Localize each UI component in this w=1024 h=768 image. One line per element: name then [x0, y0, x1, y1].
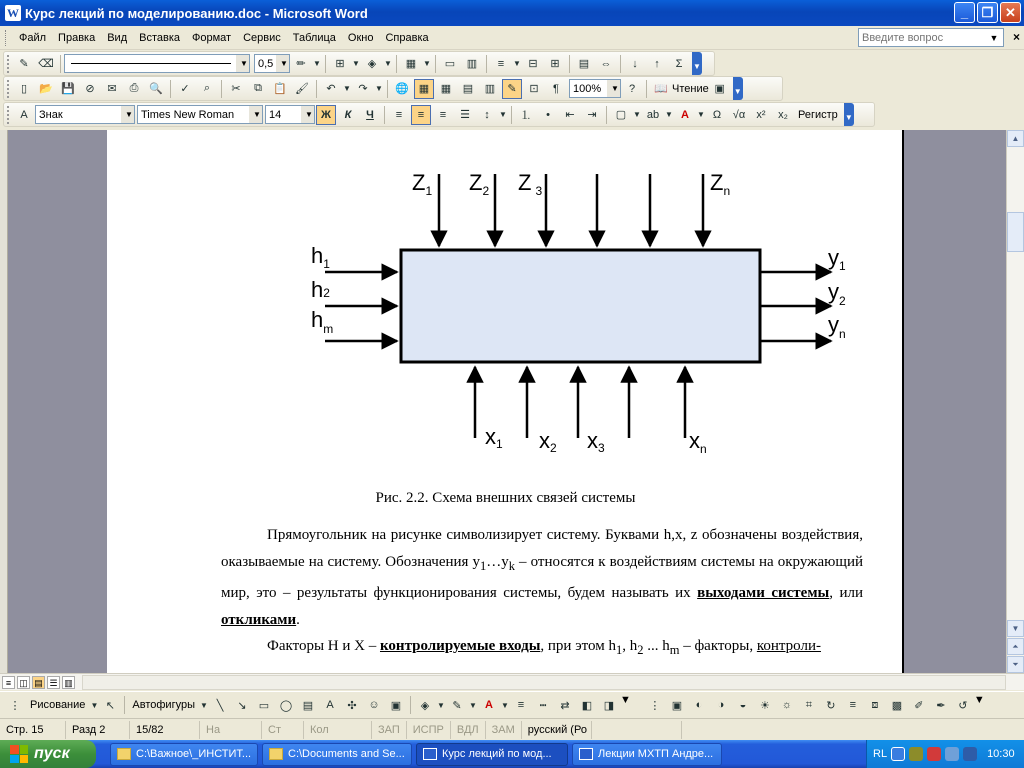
- sort-descending-icon[interactable]: ↑: [654, 57, 660, 70]
- fill-color-icon[interactable]: ◈: [420, 699, 430, 712]
- status-language: русский (Ро: [522, 721, 592, 739]
- z-label: $Z_2$: [469, 170, 490, 198]
- shading-color-icon[interactable]: ◈: [367, 58, 377, 70]
- symbol-icon[interactable]: Ω: [712, 108, 722, 121]
- tables-borders-toolbar: [3, 51, 715, 76]
- redo-icon[interactable]: ↷: [358, 83, 368, 95]
- chevron-down-icon[interactable]: ▼: [301, 106, 314, 123]
- dash-style-icon[interactable]: ┅: [539, 699, 547, 712]
- reading-view-icon[interactable]: ▥: [62, 676, 75, 689]
- research-icon[interactable]: ⌕: [203, 82, 211, 94]
- chevron-down-icon[interactable]: ▼: [513, 59, 521, 68]
- arrow-tool-icon[interactable]: ↘: [237, 699, 247, 712]
- font-color-icon[interactable]: A: [681, 108, 689, 121]
- help-search-box: [858, 28, 1004, 47]
- hyperlink-icon[interactable]: 🌐: [395, 83, 409, 95]
- z-label: Z $_3$: [518, 170, 543, 198]
- document-page[interactable]: [107, 130, 904, 673]
- separator: [410, 696, 411, 714]
- folder-icon: [117, 748, 131, 760]
- 3d-icon[interactable]: ◨: [603, 699, 615, 712]
- controlled-inputs-term: контролируемые входы: [379, 638, 541, 654]
- taskbar-item-label: C:\Documents and Se...: [288, 748, 405, 760]
- line-style-preview: [71, 63, 231, 64]
- z-label: $Z_n$: [710, 170, 731, 198]
- style-value: Знак: [39, 108, 63, 121]
- insert-table-icon[interactable]: ▦: [440, 83, 452, 95]
- toolbar-options-icon[interactable]: ▼: [844, 103, 854, 126]
- line-color-icon[interactable]: ✎: [452, 699, 462, 712]
- system-diagram: [107, 130, 904, 470]
- shadow-icon[interactable]: ◧: [581, 699, 593, 712]
- status-track-changes[interactable]: ИСПР: [407, 721, 451, 739]
- status-at: На: [200, 721, 262, 739]
- word-doc-icon: [579, 748, 593, 760]
- x-label: x3: [587, 428, 605, 455]
- chevron-down-icon[interactable]: ▼: [607, 80, 620, 97]
- window-title: Курс лекций по моделированию.doc - Microsoft Word: [25, 5, 368, 21]
- separator: [221, 80, 222, 98]
- line-style-dropdown[interactable]: [64, 54, 250, 73]
- save-icon[interactable]: 💾: [61, 83, 75, 95]
- line-weight-dropdown[interactable]: [254, 54, 290, 73]
- x-label: x2: [539, 428, 557, 455]
- status-column: Кол: [304, 721, 372, 739]
- taskbar-item[interactable]: [572, 743, 722, 766]
- separator: [396, 55, 397, 73]
- status-overtype[interactable]: ЗАМ: [486, 721, 522, 739]
- chevron-down-icon[interactable]: ▼: [313, 59, 321, 68]
- autofit-icon[interactable]: ⇔: [600, 57, 612, 70]
- chevron-down-icon[interactable]: ▼: [276, 55, 289, 72]
- reset-picture-icon[interactable]: ↺: [958, 699, 968, 712]
- outline-view-icon[interactable]: ☰: [47, 676, 60, 689]
- line-tool-icon[interactable]: ╲: [216, 699, 224, 712]
- separator: [316, 80, 317, 98]
- equation-icon[interactable]: √α: [732, 108, 746, 121]
- separator: [435, 55, 436, 73]
- sort-ascending-icon[interactable]: ↓: [632, 57, 638, 70]
- separator: [124, 696, 125, 714]
- chevron-down-icon[interactable]: ▼: [249, 106, 262, 123]
- start-label: пуск: [34, 745, 70, 762]
- toolbar-options-icon[interactable]: ▼: [733, 77, 743, 100]
- undo-icon[interactable]: ↶: [326, 83, 336, 95]
- cut-icon[interactable]: ✂: [231, 83, 241, 95]
- close-button[interactable]: ✕: [1000, 2, 1021, 23]
- styles-icon[interactable]: A: [20, 108, 28, 121]
- toolbar-grip[interactable]: [7, 80, 10, 98]
- font-size-dropdown[interactable]: [265, 105, 315, 124]
- x-label: $x_n$: [689, 428, 707, 456]
- minimize-button[interactable]: _: [954, 2, 975, 23]
- z-label: $Z_1$: [412, 170, 433, 198]
- align-right-icon[interactable]: ≡: [439, 108, 447, 121]
- clipart-icon[interactable]: ☺: [368, 699, 380, 711]
- taskbar-item[interactable]: [262, 743, 412, 766]
- separator: [569, 55, 570, 73]
- align-left-icon[interactable]: ≡: [395, 108, 403, 121]
- x-label: x1: [485, 424, 503, 451]
- chevron-down-icon[interactable]: ▼: [469, 700, 477, 710]
- help-dropdown-icon[interactable]: ▼: [989, 32, 999, 43]
- web-view-icon[interactable]: ◫: [17, 676, 30, 689]
- chevron-down-icon[interactable]: ▼: [343, 84, 351, 93]
- draw-table-icon[interactable]: ✎: [19, 58, 29, 70]
- oval-tool-icon[interactable]: ◯: [279, 699, 293, 712]
- reading-mode-icon[interactable]: ▣: [714, 83, 725, 95]
- color-icon[interactable]: ◐: [695, 699, 703, 711]
- menu-table[interactable]: Таблица: [292, 31, 336, 44]
- windows-logo-icon: [10, 745, 28, 763]
- diagram-icon[interactable]: ✣: [347, 699, 357, 712]
- status-page: Стр. 15: [0, 721, 66, 739]
- register-button[interactable]: Регистр: [798, 108, 838, 121]
- chevron-down-icon[interactable]: ▼: [697, 110, 705, 119]
- language-indicator[interactable]: RL: [873, 748, 888, 760]
- status-page-count: 15/82: [130, 721, 200, 739]
- drawing-toggle-icon[interactable]: ✎: [502, 79, 522, 99]
- title-bar: [0, 0, 1024, 26]
- justify-icon[interactable]: ☰: [460, 109, 470, 121]
- separator: [384, 106, 385, 124]
- outside-border-icon[interactable]: ▢: [615, 109, 627, 121]
- separator: [325, 55, 326, 73]
- line-style-icon[interactable]: ≡: [849, 699, 857, 711]
- insert-table-icon[interactable]: ▦: [405, 58, 417, 70]
- separator: [620, 55, 621, 73]
- h-label: $h_1$: [311, 243, 330, 271]
- vertical-scrollbar[interactable]: [1006, 130, 1024, 673]
- split-cells-icon[interactable]: ▥: [466, 58, 478, 70]
- status-extend[interactable]: ВДЛ: [451, 721, 486, 739]
- bold-button[interactable]: Ж: [316, 105, 336, 125]
- italic-button[interactable]: К: [344, 108, 352, 121]
- toolbar-options-icon[interactable]: ▼: [973, 694, 985, 706]
- email-icon[interactable]: ✉: [107, 83, 117, 95]
- chevron-down-icon[interactable]: ▼: [633, 110, 641, 119]
- arrow-style-icon[interactable]: ⇄: [560, 699, 570, 712]
- set-transparent-icon[interactable]: ✒: [936, 699, 946, 712]
- format-painter-icon[interactable]: 🖌: [295, 83, 309, 95]
- system-tray: [866, 740, 1024, 768]
- toolbar-options-icon[interactable]: ▼: [620, 694, 631, 706]
- insert-picture-icon[interactable]: ▣: [671, 699, 683, 712]
- print-layout-icon[interactable]: ▤: [32, 676, 45, 689]
- y-label: $y_2$: [828, 279, 846, 308]
- tray-arrow-icon[interactable]: [891, 747, 905, 761]
- vertical-ruler: [0, 130, 8, 673]
- menu-window[interactable]: Окно: [347, 31, 374, 44]
- paste-icon[interactable]: 📋: [273, 83, 287, 95]
- line-style-icon[interactable]: ≡: [517, 699, 525, 711]
- separator: [170, 80, 171, 98]
- menu-view[interactable]: Вид: [107, 31, 128, 44]
- figure-caption: Рис. 2.2. Схема внешних связей системы: [375, 490, 636, 506]
- spelling-icon[interactable]: ✓: [180, 83, 190, 95]
- line-weight-value: 0,5: [258, 57, 274, 70]
- chevron-down-icon[interactable]: ▼: [236, 55, 249, 72]
- columns-icon[interactable]: ▥: [484, 83, 496, 95]
- menu-grip[interactable]: [5, 30, 9, 46]
- border-color-icon[interactable]: ✏: [296, 58, 306, 70]
- less-brightness-icon[interactable]: ☼: [781, 699, 792, 711]
- eraser-icon[interactable]: ⌫: [38, 58, 54, 70]
- toolbar-grip[interactable]: ⋮: [9, 699, 21, 712]
- taskbar: [0, 740, 1024, 768]
- textbox-icon[interactable]: ▤: [302, 699, 314, 712]
- print-preview-icon[interactable]: 🔍: [149, 83, 163, 95]
- status-bar: [0, 718, 1024, 740]
- status-line: Ст: [262, 721, 304, 739]
- underline-button[interactable]: Ч: [366, 108, 374, 121]
- decrease-indent-icon[interactable]: ⇤: [565, 109, 575, 121]
- menu-tools[interactable]: Сервис: [243, 31, 281, 44]
- rectangle-tool-icon[interactable]: ▭: [258, 699, 270, 712]
- distribute-rows-icon[interactable]: ⊟: [528, 58, 538, 70]
- borders-icon[interactable]: ⊞: [335, 58, 345, 70]
- separator: [486, 55, 487, 73]
- less-contrast-icon[interactable]: ◒: [739, 699, 747, 711]
- distribute-columns-icon[interactable]: ⊞: [550, 58, 560, 70]
- menu-bar: [0, 26, 1024, 50]
- print-icon[interactable]: ⎙: [129, 82, 139, 94]
- font-value: Times New Roman: [141, 108, 235, 121]
- text-wrapping-icon[interactable]: ▩: [891, 699, 903, 712]
- reading-layout-icon[interactable]: 📖: [654, 83, 668, 95]
- status-empty: [592, 721, 682, 739]
- chevron-down-icon[interactable]: ▼: [423, 59, 431, 68]
- wordart-icon[interactable]: A: [326, 699, 334, 711]
- menu-file[interactable]: Файл: [19, 31, 47, 44]
- separator: [60, 55, 61, 73]
- maximize-button[interactable]: ❐: [977, 2, 998, 23]
- help-search-input[interactable]: [859, 29, 987, 46]
- system-box: [401, 250, 760, 362]
- show-formatting-icon[interactable]: ¶: [553, 82, 559, 95]
- bluetooth-icon[interactable]: [963, 747, 977, 761]
- drawing-toolbar: [0, 691, 1024, 718]
- autosum-icon[interactable]: Σ: [675, 57, 683, 70]
- horizontal-scrollbar[interactable]: [82, 675, 1006, 690]
- separator: [606, 106, 607, 124]
- autoshapes-button[interactable]: Автофигуры: [132, 699, 195, 711]
- chevron-down-icon[interactable]: ▼: [375, 84, 383, 93]
- draw-menu-button[interactable]: Рисование: [30, 699, 86, 711]
- antivirus-icon[interactable]: [909, 747, 923, 761]
- taskbar-item-label: Курс лекций по мод...: [442, 748, 552, 760]
- more-brightness-icon[interactable]: ☀: [759, 699, 770, 712]
- menu-help[interactable]: Справка: [385, 31, 429, 44]
- start-button[interactable]: [0, 740, 96, 768]
- style-dropdown[interactable]: [35, 105, 135, 124]
- font-dropdown[interactable]: [137, 105, 263, 124]
- chevron-down-icon[interactable]: ▼: [501, 700, 509, 710]
- word-app-icon[interactable]: W: [7, 6, 19, 20]
- compress-icon[interactable]: ⧈: [871, 698, 879, 711]
- read-button[interactable]: Чтение: [672, 82, 709, 95]
- toolbar-grip[interactable]: [7, 106, 10, 124]
- open-folder-icon[interactable]: 📂: [39, 83, 53, 95]
- increase-indent-icon[interactable]: ⇥: [587, 109, 597, 121]
- chevron-down-icon[interactable]: ▼: [121, 106, 134, 123]
- h-label: h2: [311, 277, 330, 302]
- h-label: $h_m$: [311, 307, 334, 336]
- chevron-down-icon[interactable]: ▼: [352, 59, 360, 68]
- folder-icon: [269, 748, 283, 760]
- line-spacing-icon[interactable]: ↕: [484, 108, 490, 121]
- numbering-icon[interactable]: ⒈: [520, 109, 532, 122]
- status-record[interactable]: ЗАП: [372, 721, 407, 739]
- table-autoformat-icon[interactable]: ▤: [578, 58, 590, 70]
- next-page-icon[interactable]: ⏷: [1007, 656, 1024, 673]
- picture-icon[interactable]: ▣: [390, 699, 402, 712]
- menu-format[interactable]: Формат: [192, 31, 232, 44]
- network-icon[interactable]: [945, 747, 959, 761]
- normal-view-icon[interactable]: ≡: [2, 676, 15, 689]
- separator: [387, 80, 388, 98]
- subscript-icon[interactable]: x₂: [778, 108, 788, 121]
- more-contrast-icon[interactable]: ◑: [717, 699, 725, 711]
- align-cell-icon[interactable]: ≡: [497, 57, 505, 70]
- font-size-value: 14: [269, 108, 282, 121]
- align-center-icon[interactable]: ≡: [411, 105, 431, 125]
- permission-icon[interactable]: ⊘: [85, 83, 95, 95]
- font-color-icon[interactable]: A: [485, 699, 493, 711]
- separator: [646, 80, 647, 98]
- y-label: $y_1$: [828, 245, 846, 273]
- taskbar-item-label: C:\Важное\_ИНСТИТ...: [136, 748, 252, 760]
- bullets-icon[interactable]: •: [546, 108, 550, 121]
- zoom-dropdown[interactable]: [569, 79, 621, 98]
- rotate-icon[interactable]: ↻: [826, 699, 836, 712]
- horizontal-scrollbar-area: [0, 673, 1024, 690]
- security-icon[interactable]: [927, 747, 941, 761]
- status-section: Разд 2: [66, 721, 130, 739]
- menu-insert[interactable]: Вставка: [139, 31, 181, 44]
- taskbar-item[interactable]: [110, 743, 258, 766]
- scroll-up-icon[interactable]: ▲: [1007, 130, 1024, 147]
- new-document-icon[interactable]: ▯: [20, 83, 28, 95]
- tables-borders-toggle-icon[interactable]: ▦: [414, 79, 434, 99]
- chevron-down-icon[interactable]: ▼: [200, 700, 208, 710]
- menu-edit[interactable]: Правка: [58, 31, 96, 44]
- superscript-icon[interactable]: x²: [756, 108, 766, 121]
- toolbar-options-icon[interactable]: ▼: [692, 52, 702, 75]
- outputs-term: выходами системы: [697, 585, 830, 601]
- chevron-down-icon[interactable]: ▼: [665, 110, 673, 119]
- highlight-icon[interactable]: ab: [646, 108, 660, 121]
- standard-toolbar: [3, 76, 783, 101]
- y-label: $y_n$: [828, 312, 846, 341]
- select-objects-icon[interactable]: ↖: [105, 699, 116, 712]
- scroll-thumb[interactable]: [1007, 212, 1024, 252]
- zoom-value: 100%: [573, 82, 602, 95]
- insert-excel-icon[interactable]: ▤: [462, 83, 474, 95]
- crop-icon[interactable]: ⌗: [805, 698, 812, 711]
- copy-icon[interactable]: ⧉: [254, 82, 262, 94]
- document-map-icon[interactable]: ⊡: [529, 83, 539, 95]
- clock: 10:30: [987, 748, 1015, 760]
- image-toolbar-grip[interactable]: ⋮: [649, 699, 661, 712]
- chevron-down-icon[interactable]: ▼: [499, 110, 507, 119]
- document-close-icon[interactable]: ×: [1012, 30, 1020, 44]
- help-icon[interactable]: ?: [628, 82, 636, 95]
- responses-term: откликами: [221, 612, 297, 628]
- taskbar-item-label: Лекции МХТП Андре...: [598, 748, 714, 760]
- paragraph-1: Прямоугольник на рисунке символизирует систему. Буквами h,x, z обозначены воздействия, оказываемые на систему. Обозначения $y_1\dots y_k$ – относятся к воздействиям системы на окружающий мир, это – результаты функционирования системы, будем называть их выходами системы, или откликами.: [221, 527, 863, 628]
- merge-cells-icon[interactable]: ▭: [444, 58, 456, 70]
- chevron-down-icon[interactable]: ▼: [384, 59, 392, 68]
- chevron-down-icon[interactable]: ▼: [90, 700, 99, 710]
- toolbar-grip[interactable]: [7, 55, 10, 73]
- format-picture-icon[interactable]: ✐: [914, 699, 924, 712]
- word-doc-icon: [423, 748, 437, 760]
- paragraph-2: Факторы H и X – контролируемые входы, при этом $h_1$, $h_2$ ... $h_m$ – факторы, контроли-: [267, 638, 821, 657]
- chevron-down-icon[interactable]: ▼: [437, 700, 445, 710]
- formatting-toolbar: [3, 102, 875, 127]
- window-controls: [954, 2, 1021, 23]
- scroll-down-icon[interactable]: ▼: [1007, 620, 1024, 637]
- previous-page-icon[interactable]: ⏶: [1007, 638, 1024, 655]
- separator: [511, 106, 512, 124]
- taskbar-item-active[interactable]: [416, 743, 568, 766]
